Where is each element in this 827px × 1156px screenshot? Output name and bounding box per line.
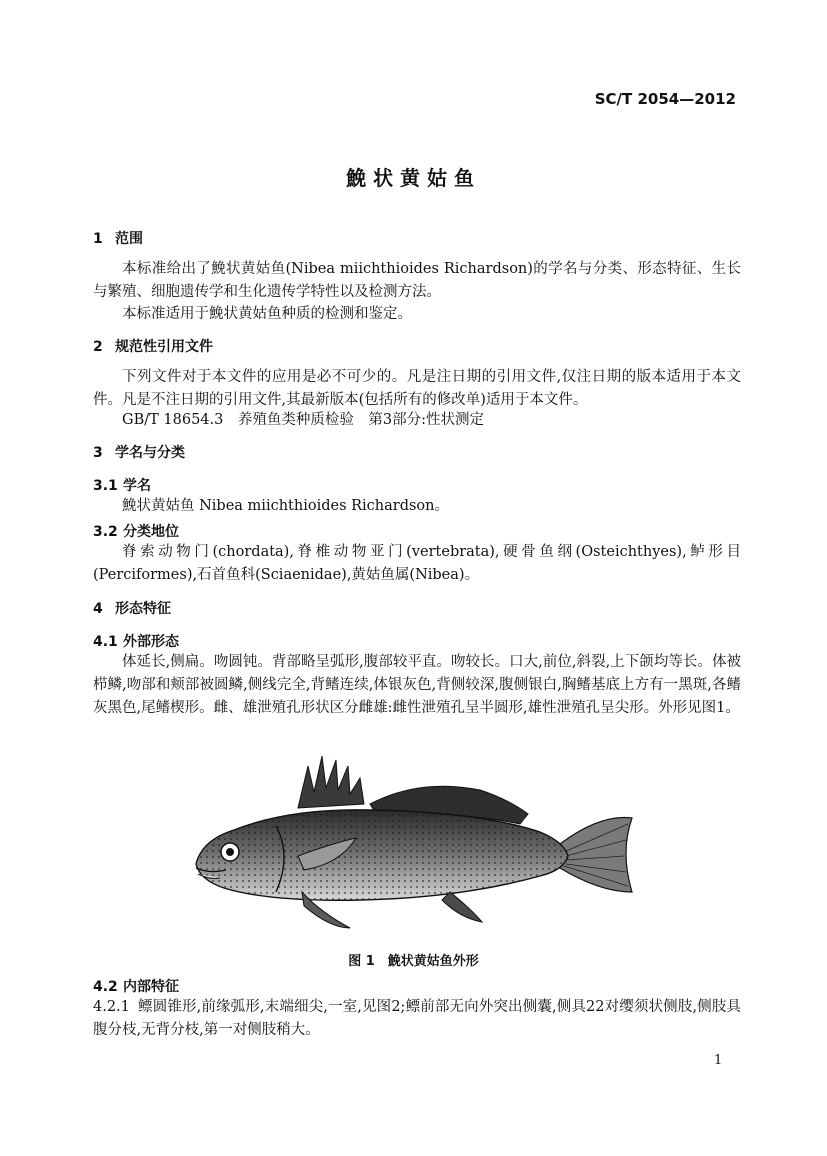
section-1-heading	[93, 228, 143, 248]
section-3-1-heading	[93, 475, 151, 495]
swim-bladder-text: 鳔圆锥形,前缘弧形,末端细尖,一室,见图2;鳔前部无向外突出侧囊,侧具22对缨须状侧肢,侧肢具腹分枝,无背分枝,第一对侧肢稍大。	[93, 999, 741, 1038]
section-number: 4	[93, 601, 103, 617]
section-title: 范围	[115, 231, 143, 247]
section-title: 外部形态	[123, 634, 179, 650]
section-2-paragraph: 下列文件对于本文件的应用是必不可少的。凡是注日期的引用文件,仅注日期的版本适用于本文件。凡是不注日期的引用文件,其最新版本(包括所有的修改单)适用于本文件。	[93, 369, 741, 408]
section-number: 4.1	[93, 634, 118, 650]
section-3-heading	[93, 442, 185, 462]
section-title: 规范性引用文件	[115, 339, 213, 355]
section-number: 4.2	[93, 979, 118, 995]
section-number: 3.1	[93, 478, 118, 494]
section-title: 学名	[123, 478, 151, 494]
section-title: 形态特征	[115, 601, 171, 617]
section-title: 分类地位	[123, 524, 179, 540]
section-number: 3	[93, 445, 103, 461]
normative-reference: GB/T 18654.3 养殖鱼类种质检验 第3部分:性状测定	[122, 412, 484, 428]
section-title: 学名与分类	[115, 445, 185, 461]
fish-illustration	[180, 752, 760, 942]
section-number: 2	[93, 339, 103, 355]
taxonomy-paragraph: 脊索动物门(chordata),脊椎动物亚门(vertebrata),硬骨鱼纲(Osteichthyes),鲈形目(Perciformes),石首鱼科(Sciaenidae),黄姑鱼属(Nibea)。	[93, 544, 741, 583]
document-title: 鮸状黄姑鱼	[346, 166, 481, 190]
section-4-2-1-paragraph	[93, 996, 741, 1042]
section-1-paragraph-1: 本标准给出了鮸状黄姑鱼(Nibea miichthioides Richardson)的学名与分类、形态特征、生长与繁殖、细胞遗传学和生化遗传学特性以及检测方法。	[93, 261, 741, 300]
external-morphology-paragraph: 体延长,侧扁。吻圆钝。背部略呈弧形,腹部较平直。吻较长。口大,前位,斜裂,上下颌均等长。体被栉鳞,吻部和颊部被圆鳞,侧线完全,背鳍连续,体银灰色,背侧较深,腹侧银白,胸鳍基底上方有一黑斑,各鳍灰黑色,尾鳍楔形。雌、雄泄殖孔形状区分雌雄:雌性泄殖孔呈半圆形,雄性泄殖孔呈尖形。外形见图1。	[93, 654, 741, 716]
section-title: 内部特征	[123, 979, 179, 995]
section-4-2-heading	[93, 976, 179, 996]
clause-number: 4.2.1	[93, 999, 130, 1015]
section-2-heading	[93, 336, 213, 356]
scientific-name-text: 鮸状黄姑鱼 Nibea miichthioides Richardson。	[122, 498, 449, 514]
section-number: 1	[93, 231, 103, 247]
section-4-1-heading	[93, 631, 179, 651]
section-4-heading	[93, 598, 171, 618]
figure-1-caption: 图 1 鮸状黄姑鱼外形	[348, 954, 479, 969]
section-1-paragraph-2: 本标准适用于鮸状黄姑鱼种质的检测和鉴定。	[122, 306, 412, 322]
page-number: 1	[714, 1053, 723, 1068]
standard-code: SC/T 2054—2012	[594, 90, 736, 108]
section-3-2-heading	[93, 521, 179, 541]
section-number: 3.2	[93, 524, 118, 540]
